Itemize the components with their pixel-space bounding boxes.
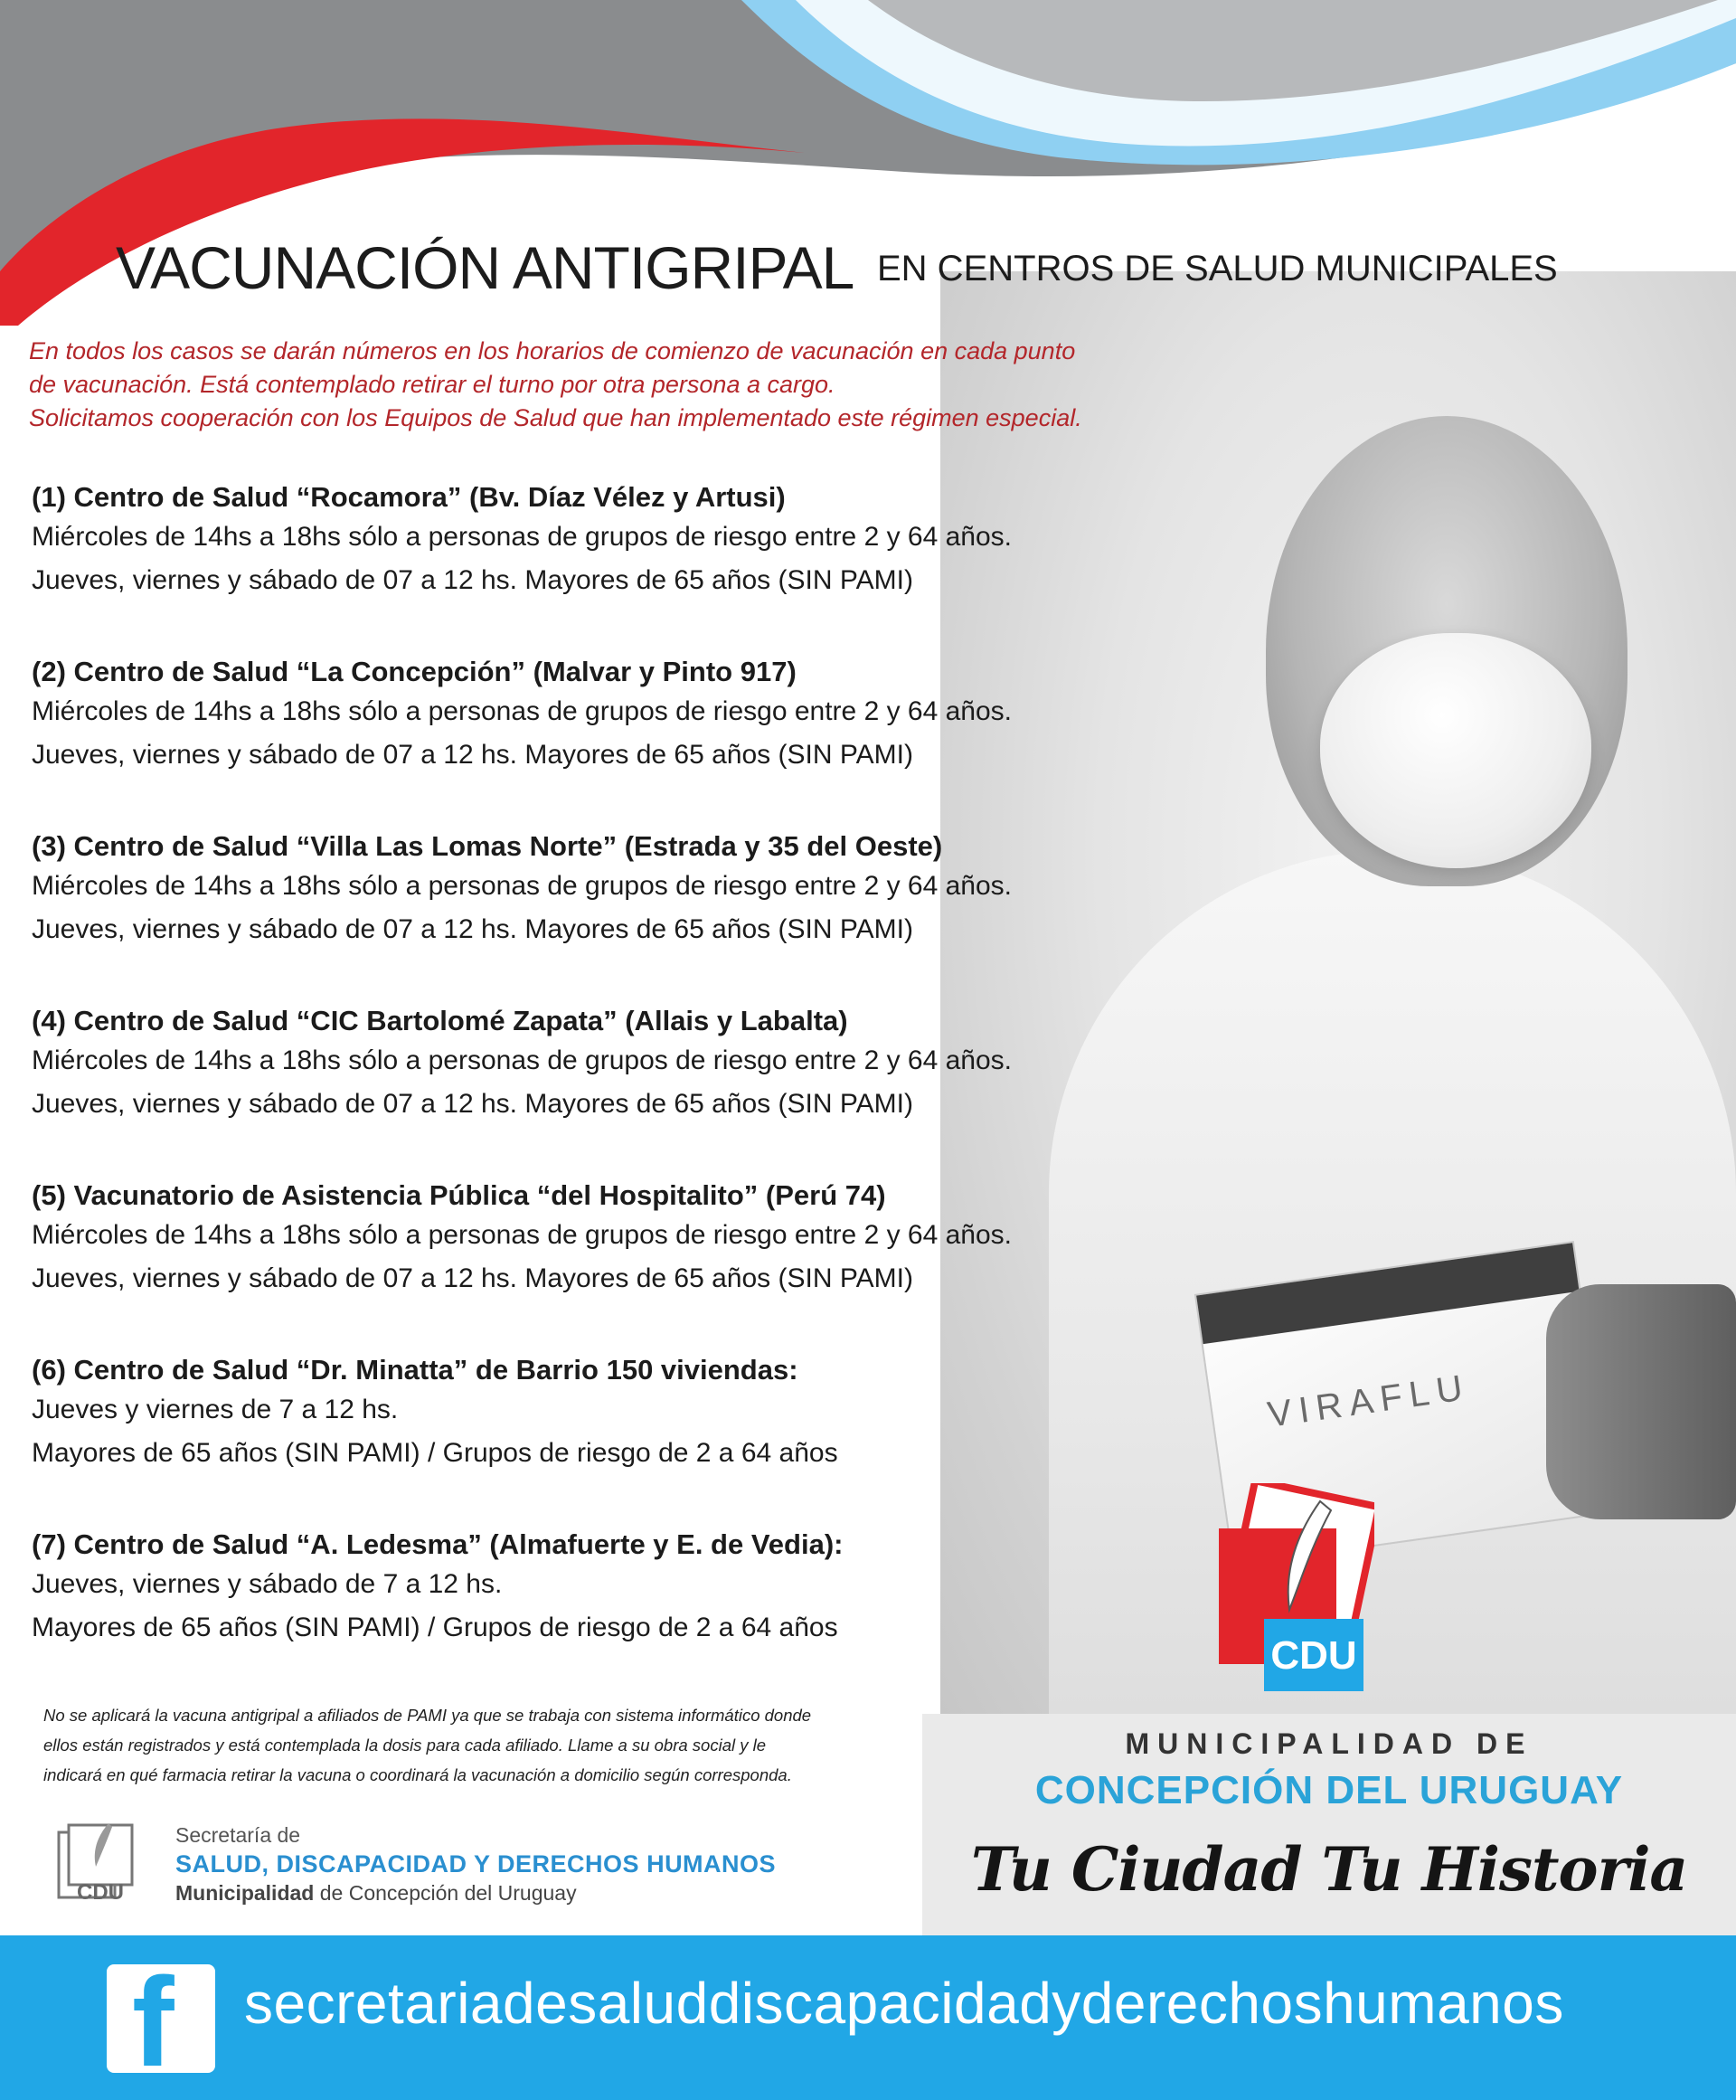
- center-schedule: Jueves, viernes y sábado de 07 a 12 hs. Mayores de 65 años (SIN PAMI): [32, 740, 913, 770]
- center-item: [32, 479, 1099, 654]
- center-schedule: Mayores de 65 años (SIN PAMI) / Grupos de riesgo de 2 a 64 años: [32, 1438, 838, 1468]
- center-schedule: Jueves, viernes y sábado de 07 a 12 hs. Mayores de 65 años (SIN PAMI): [32, 1089, 913, 1119]
- center-item: [32, 1003, 1099, 1178]
- center-item: [32, 1352, 1099, 1527]
- center-item: [32, 1178, 1099, 1352]
- center-schedule: Miércoles de 14hs a 18hs sólo a personas de grupos de riesgo entre 2 y 64 años.: [32, 522, 1013, 552]
- pami-note: [43, 1700, 902, 1790]
- secretaria-name: SALUD, DISCAPACIDAD Y DERECHOS HUMANOS: [175, 1850, 777, 1878]
- center-item: [32, 1527, 1099, 1701]
- center-schedule: Jueves, viernes y sábado de 07 a 12 hs. Mayores de 65 años (SIN PAMI): [32, 565, 913, 595]
- center-name: (6) Centro de Salud “Dr. Minatta” de Barrio 150 viviendas:: [32, 1354, 798, 1386]
- center-item: [32, 654, 1099, 828]
- center-name: (3) Centro de Salud “Villa Las Lomas Norte” (Estrada y 35 del Oeste): [32, 830, 943, 862]
- note-line: ellos están registrados y está contemplada la dosis para cada afiliado. Llame a su obra social y le: [43, 1736, 767, 1755]
- center-schedule: Jueves y viernes de 7 a 12 hs.: [32, 1395, 399, 1424]
- note-line: indicará en qué farmacia retirar la vacuna o coordinará la vacunación a domicilio según corresponda.: [43, 1765, 792, 1784]
- center-schedule: Miércoles de 14hs a 18hs sólo a personas de grupos de riesgo entre 2 y 64 años.: [32, 871, 1013, 901]
- center-name: (7) Centro de Salud “A. Ledesma” (Almafuerte y E. de Vedia):: [32, 1528, 844, 1560]
- center-name: (1) Centro de Salud “Rocamora” (Bv. Díaz Vélez y Artusi): [32, 481, 786, 513]
- nurse-hand: [1546, 1284, 1736, 1519]
- municipality-heading: MUNICIPALIDAD DE: [1125, 1727, 1533, 1760]
- city-name: CONCEPCIÓN DEL URUGUAY: [1034, 1768, 1624, 1812]
- center-schedule: Miércoles de 14hs a 18hs sólo a personas de grupos de riesgo entre 2 y 64 años.: [32, 696, 1013, 726]
- note-line: No se aplicará la vacuna antigripal a afiliados de PAMI ya que se trabaja con sistema informático donde: [43, 1706, 812, 1725]
- intro-line: Solicitamos cooperación con los Equipos de Salud que han implementado este régimen especial.: [29, 404, 1082, 431]
- center-item: [32, 828, 1099, 1003]
- cdu-logo: [1212, 1483, 1374, 1709]
- secretaria-cdu-logo: [56, 1818, 137, 1905]
- municipality-label: Municipalidad de Concepción del Uruguay: [175, 1881, 577, 1905]
- cdu-logo-text: CDU: [1270, 1633, 1357, 1678]
- center-schedule: Jueves, viernes y sábado de 07 a 12 hs. Mayores de 65 años (SIN PAMI): [32, 1263, 913, 1293]
- intro-text: [29, 335, 1168, 435]
- secretaria-label: Secretaría de: [175, 1823, 301, 1847]
- center-schedule: Jueves, viernes y sábado de 07 a 12 hs. Mayores de 65 años (SIN PAMI): [32, 914, 913, 944]
- center-schedule: Jueves, viernes y sábado de 7 a 12 hs.: [32, 1569, 503, 1599]
- facebook-handle[interactable]: secretariadesaluddiscapacidadyderechoshumanos: [244, 1971, 1564, 2036]
- intro-line: En todos los casos se darán números en los horarios de comienzo de vacunación en cada punto: [29, 337, 1076, 364]
- center-name: (4) Centro de Salud “CIC Bartolomé Zapata” (Allais y Labalta): [32, 1005, 848, 1036]
- face-mask: [1320, 633, 1591, 868]
- secretaria-logo-text: CDU: [77, 1880, 124, 1905]
- city-slogan: Tu Ciudad Tu Historia: [970, 1834, 1688, 1905]
- page-title: VACUNACIÓN ANTIGRIPAL: [116, 234, 854, 301]
- center-schedule: Miércoles de 14hs a 18hs sólo a personas de grupos de riesgo entre 2 y 64 años.: [32, 1045, 1013, 1075]
- center-schedule: Miércoles de 14hs a 18hs sólo a personas de grupos de riesgo entre 2 y 64 años.: [32, 1220, 1013, 1250]
- health-centers-list: [32, 479, 1099, 1701]
- secretaria-block: [175, 1821, 776, 1906]
- page-subtitle: EN CENTROS DE SALUD MUNICIPALES: [877, 249, 1558, 289]
- facebook-icon[interactable]: f: [107, 1964, 215, 2073]
- vaccine-box-label: VIRAFLU: [1265, 1367, 1473, 1435]
- center-name: (2) Centro de Salud “La Concepción” (Malvar y Pinto 917): [32, 656, 797, 687]
- center-schedule: Mayores de 65 años (SIN PAMI) / Grupos de riesgo de 2 a 64 años: [32, 1613, 838, 1642]
- intro-line: de vacunación. Está contemplado retirar el turno por otra persona a cargo.: [29, 371, 835, 398]
- center-name: (5) Vacunatorio de Asistencia Pública “del Hospitalito” (Perú 74): [32, 1179, 886, 1211]
